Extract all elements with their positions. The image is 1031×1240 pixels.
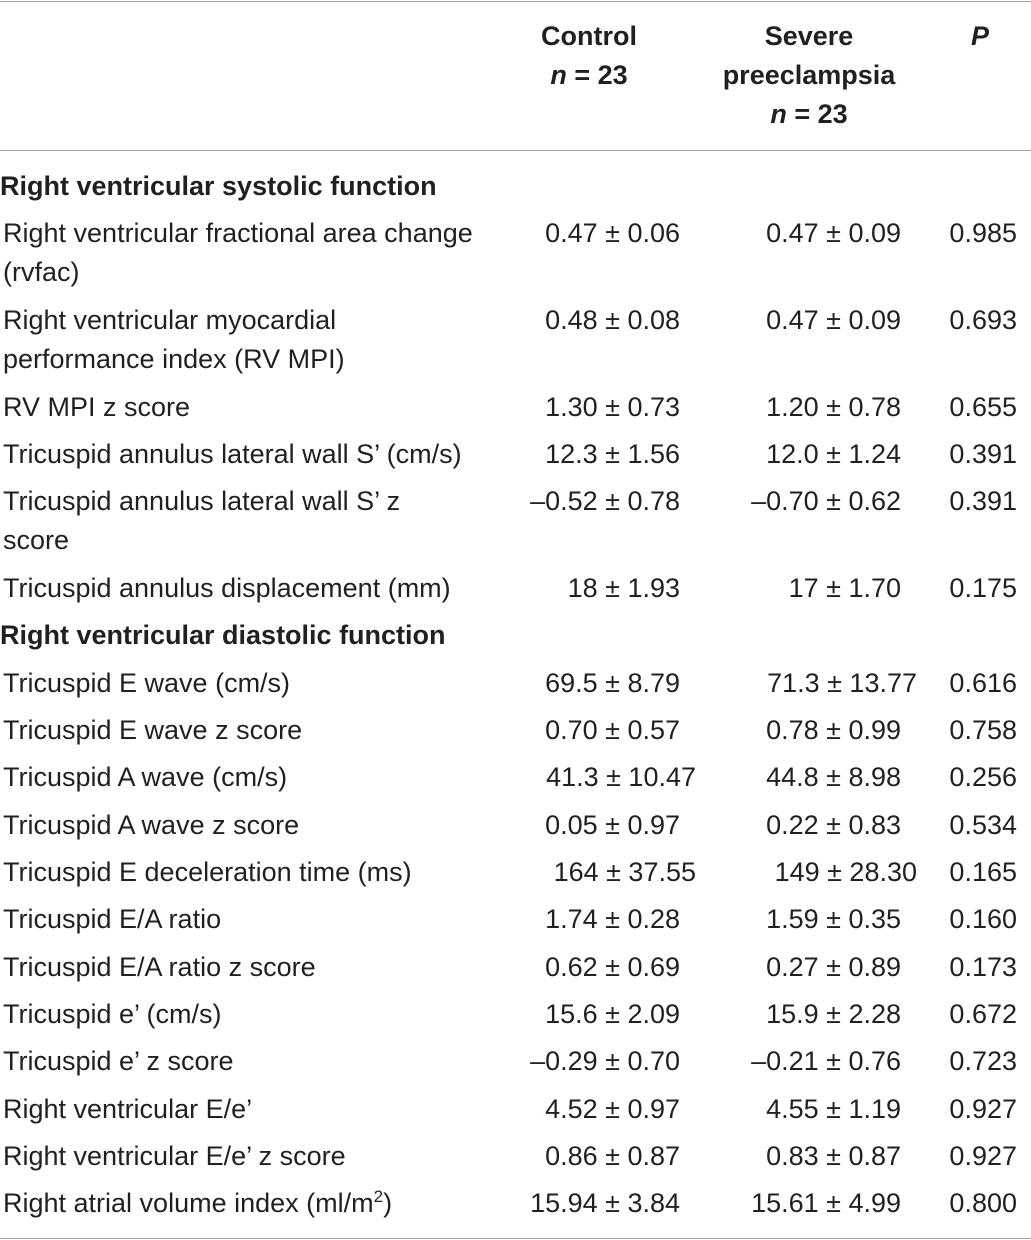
severe-value: 0.47 ± 0.09: [766, 305, 901, 335]
header-severe-label: Severe preeclampsia: [722, 21, 896, 90]
control-value: 12.3 ± 1.56: [545, 439, 680, 469]
severe-value: 1.59 ± 0.35: [766, 904, 901, 934]
row-label-text: Right atrial volume index (ml/m: [3, 1188, 374, 1218]
severe-value: 44.8 ± 8.98: [766, 762, 901, 792]
table-bottom-rule: [0, 1238, 1031, 1239]
row-label: Right ventricular E/e’: [3, 1094, 253, 1124]
row-label: RV MPI z score: [3, 392, 191, 422]
row-label: Tricuspid annulus lateral wall S’ z score: [3, 486, 401, 555]
header-control-n: [500, 56, 678, 95]
severe-value: 0.22 ± 0.83: [766, 810, 901, 840]
row-label: Tricuspid e’ z score: [3, 1046, 234, 1076]
row-label-tail: ): [383, 1188, 393, 1218]
p-value: 0.175: [949, 573, 1017, 603]
row-label: Right ventricular fractional area change (rvfac): [3, 218, 473, 287]
severe-value: 0.78 ± 0.99: [766, 715, 901, 745]
row-label: Tricuspid E/A ratio: [3, 904, 222, 934]
severe-value: –0.21 ± 0.76: [751, 1046, 901, 1076]
p-value: 0.534: [949, 810, 1017, 840]
severe-value: 0.83 ± 0.87: [766, 1141, 901, 1171]
row-label: Right ventricular E/e’ z score: [3, 1141, 346, 1171]
severe-value: 0.47 ± 0.09: [766, 218, 901, 248]
n-symbol: n: [550, 60, 567, 90]
row-label: Right ventricular myocardial performance index (RV MPI): [3, 305, 345, 374]
p-value: 0.927: [949, 1094, 1017, 1124]
p-value: 0.800: [949, 1188, 1017, 1218]
severe-value: 17 ± 1.70: [788, 573, 901, 603]
p-value: 0.160: [949, 904, 1017, 934]
header-p: P: [970, 21, 989, 51]
severe-value: 149 ± 28.30: [774, 857, 917, 887]
control-value: 4.52 ± 0.97: [545, 1094, 680, 1124]
header-rule: [0, 150, 1031, 151]
p-value: 0.655: [949, 392, 1017, 422]
control-value: 0.86 ± 0.87: [545, 1141, 680, 1171]
row-label: Tricuspid A wave z score: [3, 810, 300, 840]
severe-value: 4.55 ± 1.19: [766, 1094, 901, 1124]
control-value: 1.30 ± 0.73: [545, 392, 680, 422]
header-severe-n: [700, 95, 918, 134]
p-value: 0.256: [949, 762, 1017, 792]
control-n-value: = 23: [574, 60, 628, 90]
p-value: 0.693: [949, 305, 1017, 335]
header-severe: [700, 17, 918, 134]
row-label: [3, 1184, 493, 1223]
control-value: –0.29 ± 0.70: [530, 1046, 680, 1076]
p-value: 0.758: [949, 715, 1017, 745]
control-value: 41.3 ± 10.47: [546, 762, 696, 792]
control-value: 0.62 ± 0.69: [545, 952, 680, 982]
p-value: 0.165: [949, 857, 1017, 887]
p-value: 0.391: [949, 439, 1017, 469]
n-symbol: n: [770, 99, 787, 129]
control-value: 1.74 ± 0.28: [545, 904, 680, 934]
control-value: 18 ± 1.93: [567, 573, 680, 603]
p-value: 0.391: [949, 486, 1017, 516]
row-label: Tricuspid annulus lateral wall S’ (cm/s): [3, 439, 462, 469]
severe-value: 15.9 ± 2.28: [766, 999, 901, 1029]
row-label: Tricuspid e’ (cm/s): [3, 999, 222, 1029]
p-value: 0.985: [949, 218, 1017, 248]
section-title-diastolic: Right ventricular diastolic function: [0, 620, 446, 650]
severe-n-value: = 23: [794, 99, 848, 129]
header-control: [500, 17, 678, 95]
row-label: Tricuspid E/A ratio z score: [3, 952, 316, 982]
p-value: 0.672: [949, 999, 1017, 1029]
row-label: Tricuspid E wave z score: [3, 715, 303, 745]
control-value: 0.47 ± 0.06: [545, 218, 680, 248]
p-value: 0.927: [949, 1141, 1017, 1171]
row-label-superscript: 2: [373, 1187, 384, 1206]
control-value: 15.6 ± 2.09: [545, 999, 680, 1029]
p-value: 0.616: [949, 668, 1017, 698]
severe-value: 0.27 ± 0.89: [766, 952, 901, 982]
control-value: 0.48 ± 0.08: [545, 305, 680, 335]
p-value: 0.723: [949, 1046, 1017, 1076]
row-label: Tricuspid A wave (cm/s): [3, 762, 288, 792]
control-value: 0.05 ± 0.97: [545, 810, 680, 840]
row-label: Tricuspid E wave (cm/s): [3, 668, 291, 698]
severe-value: 71.3 ± 13.77: [767, 668, 917, 698]
control-value: 164 ± 37.55: [553, 857, 696, 887]
severe-value: 1.20 ± 0.78: [766, 392, 901, 422]
control-value: 15.94 ± 3.84: [530, 1188, 680, 1218]
severe-value: –0.70 ± 0.62: [751, 486, 901, 516]
control-value: 69.5 ± 8.79: [545, 668, 680, 698]
row-label: Tricuspid annulus displacement (mm): [3, 573, 451, 603]
table-top-rule: [0, 1, 1031, 2]
severe-value: 15.61 ± 4.99: [751, 1188, 901, 1218]
control-value: 0.70 ± 0.57: [545, 715, 680, 745]
header-control-label: Control: [541, 21, 637, 51]
section-title-systolic: Right ventricular systolic function: [0, 171, 437, 201]
control-value: –0.52 ± 0.78: [530, 486, 680, 516]
row-label: Tricuspid E deceleration time (ms): [3, 857, 412, 887]
severe-value: 12.0 ± 1.24: [766, 439, 901, 469]
p-value: 0.173: [949, 952, 1017, 982]
